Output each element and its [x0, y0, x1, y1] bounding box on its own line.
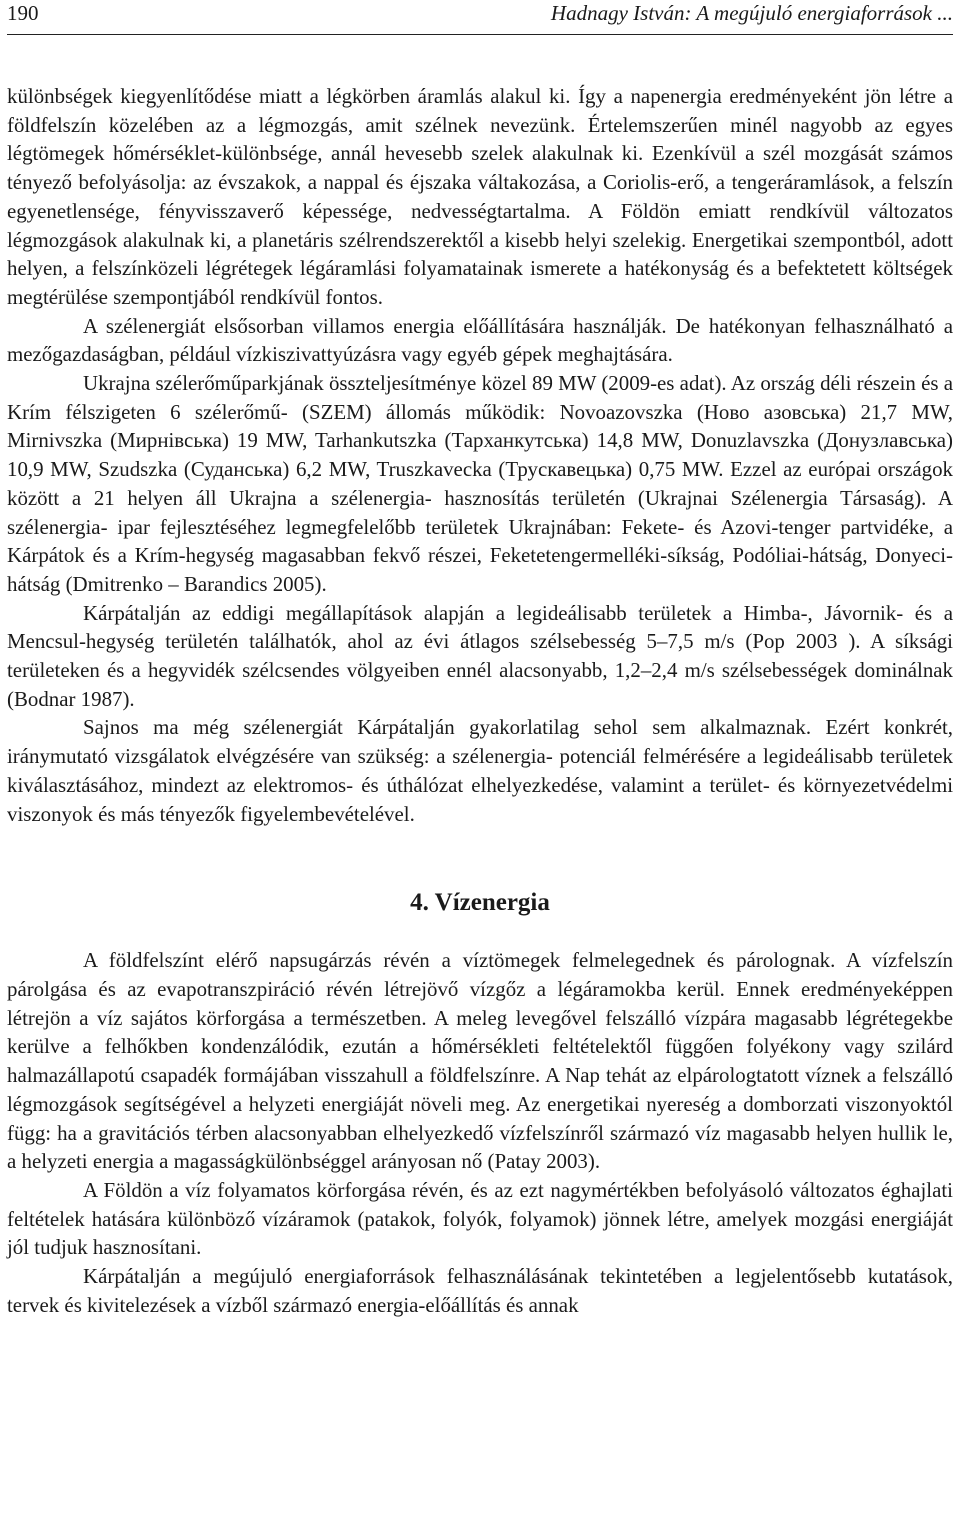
paragraph: A Földön a víz folyamatos körforgása révén, és az ezt nagymértékben befolyásoló változatos éghajlati feltételek hatására különböző vízáramok (patakok, folyók, folyamok) jönnek létre, amelyek mozgási energiáját jól tudjuk hasznosítani. [7, 1177, 953, 1260]
running-title: Hadnagy István: A megújuló energiaforrások ... [550, 1, 953, 25]
section-heading: 4. Vízenergia [410, 889, 550, 917]
running-head [7, 0, 953, 35]
paragraph: Kárpátalján az eddigi megállapítások alapján a legideálisabb területek a Himba-, Jávornik- és a Mencsul-hegység területén találhatók, ahol az évi átlagos szélsebesség 5–7,5 m/s (Pop 2003 ). A síksági területeken és a hegyvidék szélcsendes völgyeiben ennél alacsonyabb, 1,2–2,4 m/s szélsebességek dominálnak (Bodnar 1987). [7, 600, 953, 711]
paragraph: A szélenergiát elsősorban villamos energia előállítására használják. De hatékonyan felhasználható a mezőgazdaságban, például vízkiszivattyúzásra vagy egyéb gépek meghajtására. [7, 313, 953, 367]
paragraph: Kárpátalján a megújuló energiaforrások felhasználásának tekintetében a legjelentősebb kutatások, tervek és kivitelezések a vízből származó energia-előállítás és annak [7, 1264, 953, 1317]
paragraph: Ukrajna szélerőműparkjának összteljesítménye közel 89 MW (2009-es adat). Az ország déli részein és a Krím félszigeten 6 szélerőmű- (SZEM) állomás működik: Novoazovszka (Ново азовська) 21,7 MW, Mirnivszka (Мирнівська) 19 MW, Tarhankutszka (Тарханкутська) 14,8 MW, Donuzlavszka (Донузлавська) 10,9 MW, Szudszka (Суданська) 6,2 MW, Truszkavecka (Трускавецька) 0,75 MW. Ezzel az európai országok között a 21 helyen áll Ukrajna a szélenergia- hasznosítás területén (Ukrajnai Szélenergia Társaság). A szélenergia- ipar fejlesztéséhez legmegfelelőbb területek Ukrajnában: Fekete- és Azovi-tenger partvidéke, a Kárpátok és a Krím-hegység magasabban fekvő részei, Feketetengermelléki-síkság, Podóliai-hátság, Donyeci-hátság (Dmitrenko – Barandics 2005). [7, 371, 953, 596]
paragraph: A földfelszínt elérő napsugárzás révén a víztömegek felmelegednek és párolognak. A vízfelszín párolgása és az evapotranszpiráció révén létrejövő vízgőz a légáramokba kerül. Ennek eredményeképpen létrejön a víz sajátos körforgása a természetben. A meleg levegővel felszálló vízpára magasabb légrétegekbe kerülve a felhőkben kondenzálódik, ezután a hőmérsékleti feltételektől függően folyékony vagy szilárd halmazállapotú csapadék formájában visszahull a földfelszínre. A Nap tehát az elpárologtatott víznek a felszálló légmozgások segítségével a helyzeti energiáját növeli meg. Az energetikai nyereség a domborzati viszonyoktól függ: ha a gravitációs térben alacsonyabban elhelyezkedő vízfelszínről származó víz magasabb helyen hullik le, a helyzeti energia a magasságkülönbséggel arányosan nő (Patay 2003). [7, 948, 953, 1174]
paragraph: különbségek kiegyenlítődése miatt a légkörben áramlás alakul ki. Így a napenergia eredményeként jön létre a földfelszín közelében az a légmozgás, amit szélnek nevezünk. Értelemszerűen minél nagyobb az egyes légtömegek hőmérséklet-különbsége, annál hevesebb szelek alakulnak ki. Ezenkívül a szél mozgását számos tényező befolyásolja: az évszakok, a nappal és éjszaka váltakozása, a Coriolis-erő, a tengeráramlások, a felszín egyenetlensége, fényvisszaverő képessége, nedvességtartalma. A Földön emiatt rendkívül változatos légmozgások alakulnak ki, a planetáris szélrendszerektől a kisebb helyi szelekig. Energetikai szempontból, adott helyen, a felszínközeli légrétegek légáramlási folyamatainak ismerete a hatékonyság és a befektetett költségek megtérülése szempontjából rendkívül fontos. [7, 84, 953, 309]
body-text [7, 82, 953, 1319]
page-number: 190 [7, 1, 39, 25]
document-page [7, 0, 953, 1319]
paragraph: Sajnos ma még szélenergiát Kárpátalján gyakorlatilag sehol sem alkalmaznak. Ezért konkrét, iránymutató vizsgálatok elvégzésére van szükség: a szélenergia- potenciál felmérésére a legideálisabb területek kiválasztásához, mindezt az elektromos- és úthálózat elhelyezkedése, valamint a terület- és környezetvédelmi viszonyok és más tényezők figyelembevételével. [7, 715, 953, 826]
